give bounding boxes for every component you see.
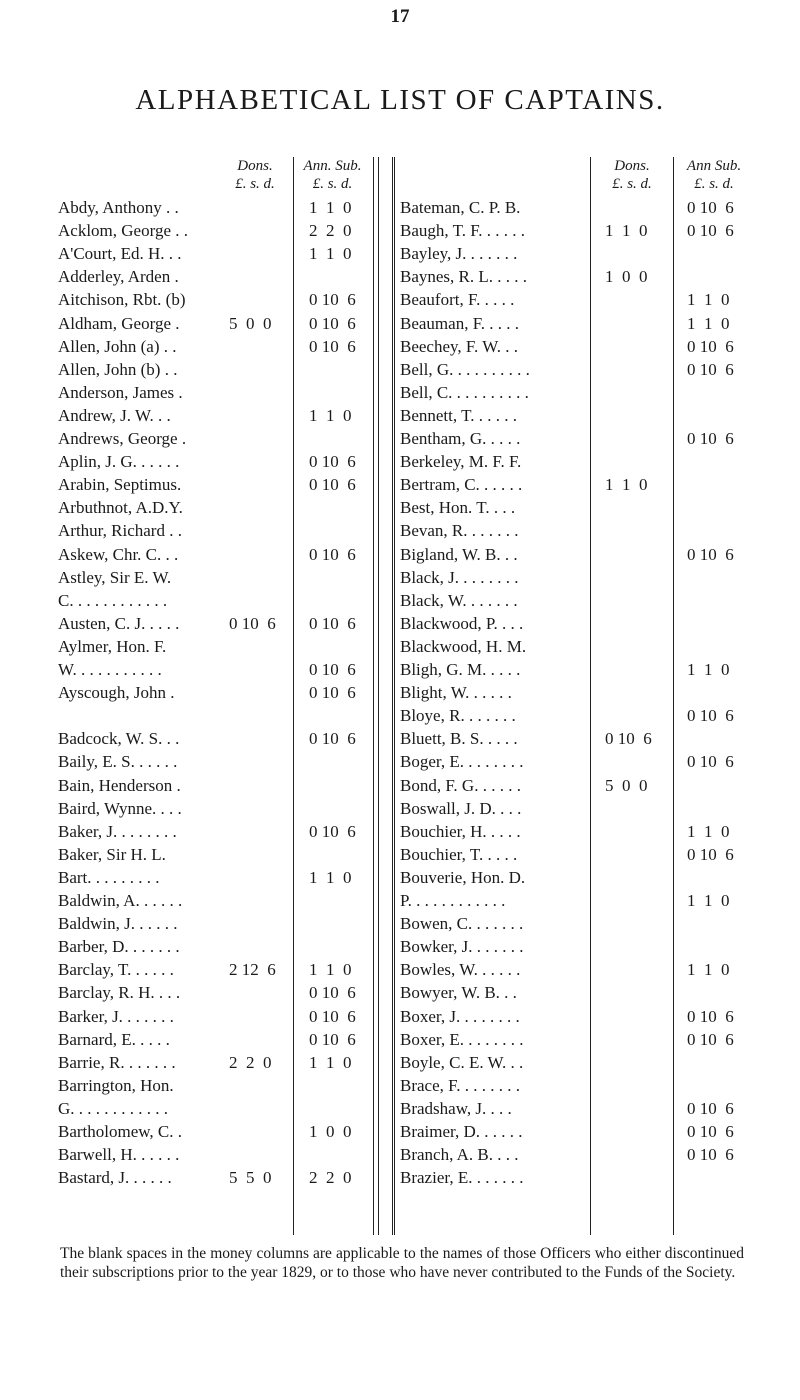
captain-name: Brace, F. . . . . . . . [400, 1075, 520, 1095]
captain-name: Boger, E. . . . . . . . [400, 752, 524, 772]
captain-name: Aitchison, Rbt. (b) [58, 290, 186, 310]
annual-subscription-amount: 0 10 6 [687, 429, 734, 448]
captain-name: Barker, J. . . . . . . [58, 1006, 174, 1026]
list-item [392, 243, 792, 266]
captain-name: Barrie, R. . . . . . . [58, 1052, 176, 1072]
list-item [0, 266, 390, 289]
captain-name: Badcock, W. S. . . [58, 729, 180, 749]
captain-name: Beauman, F. . . . . [400, 313, 520, 333]
captain-name: Bentham, G. . . . . [400, 429, 521, 448]
captain-name: Baynes, R. L. . . . . [400, 267, 528, 287]
captain-name: Anderson, James . [58, 382, 183, 402]
captain-name: Andrew, J. W. . . [58, 405, 171, 425]
captain-name: Allen, John (a) . . [58, 336, 177, 356]
list-item [0, 382, 390, 405]
donation-amount: 2 12 6 [229, 960, 276, 980]
annual-subscription-amount: 0 10 6 [687, 1122, 734, 1141]
list-item [0, 474, 390, 497]
list-item [392, 567, 792, 590]
list-item [392, 982, 792, 1005]
donation-amount: 2 2 0 [229, 1052, 272, 1072]
captain-name: Bowles, W. . . . . . [400, 960, 521, 980]
list-item [0, 1052, 390, 1075]
captain-name: Barclay, T. . . . . . [58, 960, 174, 980]
list-item [392, 890, 792, 913]
list-item [0, 959, 390, 982]
captain-name: Brazier, E. . . . . . . [400, 1168, 524, 1188]
annual-subscription-amount: 0 10 6 [309, 1006, 356, 1026]
captain-name: Branch, A. B. . . . [400, 1145, 519, 1165]
captain-name: Bennett, T. . . . . . [400, 405, 517, 425]
list-item [0, 243, 390, 266]
captain-name: Astley, Sir E. W. [58, 567, 172, 587]
list-item [392, 382, 792, 405]
list-item [392, 1121, 792, 1144]
captain-name: Arabin, Septimus. [58, 475, 182, 495]
list-item [392, 936, 792, 959]
list-item [392, 544, 792, 567]
captain-name: Bastard, J. . . . . . [58, 1168, 172, 1188]
list-item [392, 867, 792, 890]
list-item [392, 220, 792, 243]
captain-name: Bowyer, W. B. . . [400, 983, 517, 1003]
captain-name: Baugh, T. F. . . . . . [400, 221, 526, 241]
dons-label: Dons. [614, 158, 650, 174]
list-item [0, 982, 390, 1005]
captain-name: Bayley, J. . . . . . . [400, 244, 518, 264]
ann-column-header [674, 157, 754, 193]
page-title: ALPHABETICAL LIST OF CAPTAINS. [135, 84, 665, 116]
captain-name: Blackwood, H. M. [400, 636, 527, 656]
captain-name: Bart. . . . . . . . . [58, 867, 160, 887]
captain-name: Bloye, R. . . . . . . [400, 706, 516, 726]
captain-name: Boxer, E. . . . . . . . [400, 1029, 524, 1049]
annual-subscription-amount: 1 0 0 [309, 1122, 352, 1141]
list-item [392, 197, 792, 220]
list-item [392, 590, 792, 613]
footnote: The blank spaces in the money columns are applicable to the names of those Officers who either discontinued their subscriptions prior to the year 1829, or to those who have never contributed to the Funds of the Society. [60, 1245, 744, 1281]
captain-name: Bouchier, H. . . . . [400, 821, 521, 841]
annual-subscription-amount: 0 10 6 [309, 821, 356, 841]
list-item [392, 705, 792, 728]
list-item [0, 497, 390, 520]
donation-amount: 1 1 0 [605, 221, 648, 241]
list-item [392, 289, 792, 312]
captain-name: Bowen, C. . . . . . . [400, 914, 524, 934]
list-item [0, 798, 390, 821]
annual-subscription-amount: 0 10 6 [687, 198, 734, 217]
donation-amount: 1 1 0 [605, 475, 648, 495]
list-item [392, 728, 792, 751]
donation-amount: 5 0 0 [605, 775, 648, 795]
annual-subscription-amount: 0 10 6 [687, 1098, 734, 1118]
captain-name: Allen, John (b) . . [58, 359, 178, 379]
captain-name: Bluett, B. S. . . . . [400, 729, 518, 749]
annual-subscription-amount: 0 10 6 [309, 336, 356, 356]
captain-name: Boxer, J. . . . . . . . [400, 1006, 520, 1026]
captain-name: Barclay, R. H. . . . [58, 983, 181, 1003]
list-item [0, 751, 390, 774]
list-item [392, 520, 792, 543]
captain-name: Black, J. . . . . . . . [400, 567, 519, 587]
list-item [392, 613, 792, 636]
list-item [0, 359, 390, 382]
list-item [392, 405, 792, 428]
captain-name: Bateman, C. P. B. [400, 198, 521, 217]
captain-name: Bigland, W. B. . . [400, 544, 518, 564]
annual-subscription-amount: 0 10 6 [687, 752, 734, 772]
list-item [392, 682, 792, 705]
list-item [0, 775, 390, 798]
captain-name: Arbuthnot, A.D.Y. [58, 498, 183, 518]
donation-amount: 5 0 0 [229, 313, 272, 333]
list-item [392, 428, 792, 451]
annual-subscription-amount: 0 10 6 [687, 544, 734, 564]
list-item [0, 1006, 390, 1029]
list-item [392, 821, 792, 844]
captain-name: Bligh, G. M. . . . . [400, 660, 521, 679]
list-item [392, 798, 792, 821]
list-item [392, 751, 792, 774]
list-item [0, 1167, 390, 1190]
annual-subscription-amount: 0 10 6 [687, 336, 734, 356]
captain-name: Baldwin, A. . . . . . [58, 891, 183, 910]
list-item [392, 313, 792, 336]
annual-subscription-amount: 0 10 6 [309, 683, 356, 703]
list-item [0, 890, 390, 913]
ann-units: £. s. d. [312, 176, 353, 192]
captain-name: Barber, D. . . . . . . [58, 937, 180, 957]
annual-subscription-amount: 0 10 6 [309, 475, 356, 495]
list-item [392, 659, 792, 682]
annual-subscription-amount: 1 1 0 [309, 198, 352, 217]
annual-subscription-amount: 1 1 0 [309, 244, 352, 264]
annual-subscription-amount: 1 1 0 [309, 1052, 352, 1072]
list-item [392, 359, 792, 382]
captain-name: Barnard, E. . . . . [58, 1029, 170, 1049]
list-item [0, 1121, 390, 1144]
list-item [0, 1144, 390, 1167]
annual-subscription-amount: 1 1 0 [687, 313, 730, 333]
dons-units: £. s. d. [612, 176, 652, 192]
ann-units: £. s. d. [694, 176, 734, 192]
list-item [392, 1029, 792, 1052]
captain-name: Acklom, George . . [58, 221, 188, 241]
list-item [392, 636, 792, 659]
list-item [0, 659, 390, 682]
captain-name: Blight, W. . . . . . [400, 683, 512, 703]
list-item [392, 1052, 792, 1075]
annual-subscription-amount: 0 10 6 [687, 1006, 734, 1026]
list-item [0, 313, 390, 336]
list-item [0, 520, 390, 543]
list-item [0, 844, 390, 867]
captain-name: Bell, G. . . . . . . . . . [400, 359, 530, 379]
captain-name: Blackwood, P. . . . [400, 613, 524, 633]
captain-name: Boswall, J. D. . . . [400, 798, 522, 818]
donation-amount: 5 5 0 [229, 1168, 272, 1188]
captain-name: Bouverie, Hon. D. [400, 867, 526, 887]
annual-subscription-amount: 0 10 6 [309, 544, 356, 564]
list-item [392, 844, 792, 867]
annual-subscription-amount: 2 2 0 [309, 221, 352, 241]
captain-name: Bevan, R. . . . . . . [400, 521, 519, 541]
captain-name: Bouchier, T. . . . . [400, 844, 518, 864]
list-item [0, 289, 390, 312]
list-item [0, 705, 390, 728]
list-item [0, 336, 390, 359]
captain-name: Abdy, Anthony . . [58, 198, 179, 217]
ann-label: Ann. Sub. [303, 158, 362, 174]
dons-column-header [220, 157, 290, 193]
list-item [0, 405, 390, 428]
list-item [392, 959, 792, 982]
annual-subscription-amount: 0 10 6 [309, 613, 356, 633]
captain-name: Best, Hon. T. . . . [400, 498, 516, 518]
list-item [0, 913, 390, 936]
list-item [0, 590, 390, 613]
annual-subscription-amount: 0 10 6 [309, 452, 356, 472]
list-item [392, 336, 792, 359]
annual-subscription-amount: 1 1 0 [687, 821, 730, 841]
captain-name: Baird, Wynne. . . . [58, 798, 182, 818]
list-item [0, 613, 390, 636]
captain-name: Aldham, George . [58, 313, 180, 333]
captain-name: W. . . . . . . . . . . [58, 660, 162, 679]
captain-name: Bradshaw, J. . . . [400, 1098, 512, 1118]
captain-name: Askew, Chr. C. . . [58, 544, 179, 564]
list-item [392, 1075, 792, 1098]
list-item [392, 913, 792, 936]
list-item [0, 451, 390, 474]
annual-subscription-amount: 0 10 6 [687, 1029, 734, 1049]
list-item [0, 682, 390, 705]
captain-name: Bond, F. G. . . . . . [400, 775, 521, 795]
captain-name: Bell, C. . . . . . . . . . [400, 382, 529, 402]
annual-subscription-amount: 1 1 0 [309, 960, 352, 980]
captain-name: G. . . . . . . . . . . . [58, 1098, 169, 1118]
annual-subscription-amount: 0 10 6 [309, 290, 356, 310]
list-item [0, 220, 390, 243]
annual-subscription-amount: 0 10 6 [687, 844, 734, 864]
list-item [0, 1029, 390, 1052]
captain-name: Beechey, F. W. . . [400, 336, 518, 356]
annual-subscription-amount: 1 1 0 [687, 891, 730, 910]
list-item [392, 497, 792, 520]
annual-subscription-amount: 0 10 6 [309, 1029, 356, 1049]
captain-name: Bertram, C. . . . . . [400, 475, 523, 495]
captain-name: Arthur, Richard . . [58, 521, 182, 541]
captain-name: Barrington, Hon. [58, 1075, 174, 1095]
list-item [392, 1144, 792, 1167]
annual-subscription-amount: 1 1 0 [309, 867, 352, 887]
annual-subscription-amount: 0 10 6 [309, 660, 356, 679]
captain-name: Baker, J. . . . . . . . [58, 821, 177, 841]
captain-name: Braimer, D. . . . . . [400, 1122, 523, 1141]
captain-name: Berkeley, M. F. F. [400, 452, 522, 472]
captain-name: Barwell, H. . . . . . [58, 1145, 180, 1165]
captain-name: Black, W. . . . . . . [400, 590, 518, 610]
list-item [0, 428, 390, 451]
captain-name: Adderley, Arden . [58, 267, 179, 287]
list-item [392, 1006, 792, 1029]
annual-subscription-amount: 0 10 6 [687, 706, 734, 726]
list-item [0, 197, 390, 220]
ann-column-header [295, 157, 370, 193]
dons-column-header [597, 157, 667, 193]
captain-name: P. . . . . . . . . . . . [400, 891, 506, 910]
annual-subscription-amount: 0 10 6 [687, 221, 734, 241]
annual-subscription-amount: 0 10 6 [687, 1145, 734, 1165]
donation-amount: 1 0 0 [605, 267, 648, 287]
list-item [0, 636, 390, 659]
list-item [0, 728, 390, 751]
captain-name: Baldwin, J. . . . . . [58, 914, 178, 934]
donation-amount: 0 10 6 [605, 729, 652, 749]
list-item [0, 544, 390, 567]
captain-name: Beaufort, F. . . . . [400, 290, 515, 310]
donation-amount: 0 10 6 [229, 613, 276, 633]
ann-label: Ann Sub. [686, 158, 742, 174]
captain-name: Austen, C. J. . . . . [58, 613, 180, 633]
captain-name: Baily, E. S. . . . . . [58, 752, 178, 772]
list-item [392, 1167, 792, 1190]
page-number: 17 [390, 6, 410, 27]
captain-name: C. . . . . . . . . . . . [58, 590, 168, 610]
dons-units: £. s. d. [235, 176, 275, 192]
list-item [392, 1098, 792, 1121]
list-item [0, 567, 390, 590]
list-item [0, 936, 390, 959]
annual-subscription-amount: 1 1 0 [687, 290, 730, 310]
annual-subscription-amount: 0 10 6 [309, 729, 356, 749]
annual-subscription-amount: 1 1 0 [309, 405, 352, 425]
captain-name: Bain, Henderson . [58, 775, 181, 795]
annual-subscription-amount: 1 1 0 [687, 660, 730, 679]
annual-subscription-amount: 0 10 6 [687, 359, 734, 379]
annual-subscription-amount: 0 10 6 [309, 983, 356, 1003]
dons-label: Dons. [237, 158, 273, 174]
captain-name: Ayscough, John . [58, 683, 175, 703]
captain-name: Aplin, J. G. . . . . . [58, 452, 180, 472]
list-item [392, 474, 792, 497]
annual-subscription-amount: 0 10 6 [309, 313, 356, 333]
captain-name: Boyle, C. E. W. . . [400, 1052, 524, 1072]
list-item [392, 451, 792, 474]
list-item [392, 266, 792, 289]
list-item [0, 1098, 390, 1121]
captain-name: Bowker, J. . . . . . . [400, 937, 524, 957]
list-item [0, 1075, 390, 1098]
captain-name: Bartholomew, C. . [58, 1122, 183, 1141]
captain-name: Andrews, George . [58, 429, 187, 448]
captain-name: A'Court, Ed. H. . . [58, 244, 182, 264]
list-item [0, 821, 390, 844]
list-item [0, 867, 390, 890]
captain-name: Aylmer, Hon. F. [58, 636, 167, 656]
annual-subscription-amount: 1 1 0 [687, 960, 730, 980]
annual-subscription-amount: 2 2 0 [309, 1168, 352, 1188]
list-item [392, 775, 792, 798]
captain-name: Baker, Sir H. L. [58, 844, 166, 864]
